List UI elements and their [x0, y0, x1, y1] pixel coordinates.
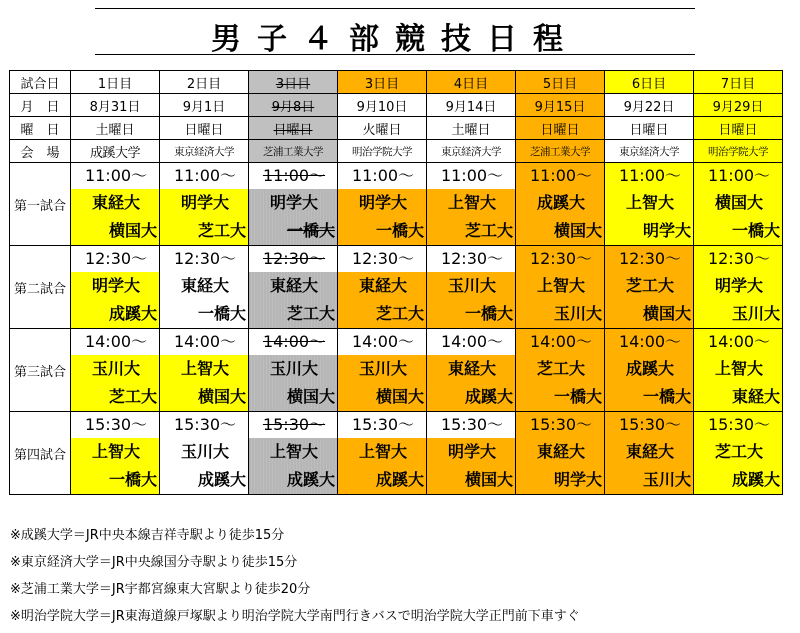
match-time: 14:00～: [249, 329, 337, 355]
date-cell: 9月1日: [160, 94, 249, 117]
day-cell: 5日目: [516, 71, 605, 94]
match-time: 14:00～: [516, 329, 604, 355]
game-label: 第三試合: [10, 329, 71, 412]
match-cell: [516, 163, 605, 246]
team-b: 一橋大: [286, 221, 335, 240]
match-time: 12:30～: [249, 246, 337, 272]
page-title: 男子４部競技日程: [211, 22, 579, 57]
team-a: 東経大: [180, 276, 229, 295]
label-day: 試合日: [10, 71, 71, 94]
game-label: 第一試合: [10, 163, 71, 246]
venue-cell: 明治学院大学: [338, 140, 427, 163]
match-cell: [160, 163, 249, 246]
team-b: 一橋大: [553, 387, 602, 406]
team-b: 玉川大: [731, 304, 780, 323]
label-date: 月 日: [10, 94, 71, 117]
team-b: 成蹊大: [108, 304, 157, 323]
day-cell: 3日目: [338, 71, 427, 94]
match-time: 12:30～: [516, 246, 604, 272]
match-cell: [516, 329, 605, 412]
match-cell: [605, 163, 694, 246]
match-time: 15:30～: [516, 412, 604, 438]
team-b: 成蹊大: [375, 470, 424, 489]
venue-cell: 明治学院大学: [694, 140, 783, 163]
team-b: 成蹊大: [464, 387, 513, 406]
team-a: 成蹊大: [536, 193, 585, 212]
day-cell: 6日目: [605, 71, 694, 94]
team-a: 東経大: [91, 193, 140, 212]
team-b: 一橋大: [731, 221, 780, 240]
match-time: 11:00～: [338, 163, 426, 189]
team-b: 横国大: [197, 387, 246, 406]
weekday-cell: 日曜日: [516, 117, 605, 140]
match-cell: [694, 163, 783, 246]
team-a: 東経大: [625, 442, 674, 461]
weekday-cell: 土曜日: [71, 117, 160, 140]
match-cell: [427, 246, 516, 329]
team-a: 上智大: [269, 442, 318, 461]
team-b: 一橋大: [464, 304, 513, 323]
row-game-4: [10, 412, 783, 495]
team-b: 横国大: [464, 470, 513, 489]
team-a: 横国大: [714, 193, 763, 212]
day-cell: 2日目: [160, 71, 249, 94]
match-time: 11:00～: [694, 163, 782, 189]
day-cell: 4日目: [427, 71, 516, 94]
match-cell: [694, 329, 783, 412]
team-b: 横国大: [553, 221, 602, 240]
match-cell: [427, 412, 516, 495]
match-cell: [71, 246, 160, 329]
match-time: 14:00～: [694, 329, 782, 355]
match-time: 15:30～: [71, 412, 159, 438]
row-game-1: [10, 163, 783, 246]
date-cell: 9月8日: [249, 94, 338, 117]
team-a: 芝工大: [714, 442, 763, 461]
row-game-2: [10, 246, 783, 329]
weekday-cell: 日曜日: [249, 117, 338, 140]
date-cell: 8月31日: [71, 94, 160, 117]
team-b: 成蹊大: [731, 470, 780, 489]
note-line: ※明治学院大学＝JR東海道線戸塚駅より明治学院大学南門行きバスで明治学院大学正門前下車すぐ: [10, 609, 580, 624]
team-a: 明学大: [447, 442, 496, 461]
match-time: 14:00～: [338, 329, 426, 355]
row-venue: [10, 140, 783, 163]
match-cell: [71, 412, 160, 495]
schedule-table: [9, 70, 783, 495]
weekday-cell: 日曜日: [160, 117, 249, 140]
weekday-cell: 火曜日: [338, 117, 427, 140]
match-cell: [160, 412, 249, 495]
team-a: 上智大: [447, 193, 496, 212]
match-time: 15:30～: [249, 412, 337, 438]
team-a: 上智大: [358, 442, 407, 461]
team-a: 上智大: [714, 359, 763, 378]
match-cell: [694, 412, 783, 495]
match-time: 12:30～: [427, 246, 515, 272]
match-cell: [605, 412, 694, 495]
match-cell: [338, 412, 427, 495]
title-block: [95, 8, 695, 56]
team-b: 横国大: [286, 387, 335, 406]
team-a: 明学大: [358, 193, 407, 212]
match-time: 12:30～: [160, 246, 248, 272]
team-a: 玉川大: [358, 359, 407, 378]
match-cell-cancelled: [249, 412, 338, 495]
match-cell: [338, 329, 427, 412]
venue-cell: 成蹊大学: [71, 140, 160, 163]
match-time: 11:00～: [516, 163, 604, 189]
day-cell: 1日目: [71, 71, 160, 94]
weekday-cell: 日曜日: [694, 117, 783, 140]
match-cell: [427, 163, 516, 246]
note-line: ※東京経済大学＝JR中央線国分寺駅より徒歩15分: [10, 555, 298, 570]
match-time: 11:00～: [427, 163, 515, 189]
venue-cell: 芝浦工業大学: [249, 140, 338, 163]
note-line: ※芝浦工業大学＝JR宇都宮線東大宮駅より徒歩20分: [10, 582, 311, 597]
date-cell: 9月14日: [427, 94, 516, 117]
team-b: 一橋大: [375, 221, 424, 240]
match-time: 15:30～: [338, 412, 426, 438]
row-date: [10, 94, 783, 117]
match-cell-cancelled: [249, 163, 338, 246]
title-rule-top: [95, 8, 695, 9]
team-b: 明学大: [553, 470, 602, 489]
team-a: 成蹊大: [625, 359, 674, 378]
team-b: 横国大: [642, 304, 691, 323]
team-a: 玉川大: [269, 359, 318, 378]
team-a: 明学大: [91, 276, 140, 295]
team-a: 芝工大: [625, 276, 674, 295]
team-b: 一橋大: [197, 304, 246, 323]
team-b: 芝工大: [375, 304, 424, 323]
title-rule-bottom: [95, 54, 695, 55]
team-b: 横国大: [375, 387, 424, 406]
team-a: 上智大: [180, 359, 229, 378]
match-cell: [694, 246, 783, 329]
venue-cell: 東京経済大学: [605, 140, 694, 163]
match-time: 11:00～: [160, 163, 248, 189]
team-b: 一橋大: [108, 470, 157, 489]
team-a: 明学大: [269, 193, 318, 212]
date-cell: 9月22日: [605, 94, 694, 117]
team-a: 玉川大: [91, 359, 140, 378]
row-day: [10, 71, 783, 94]
match-time: 11:00～: [605, 163, 693, 189]
match-cell: [160, 246, 249, 329]
team-b: 東経大: [731, 387, 780, 406]
label-venue: 会 場: [10, 140, 71, 163]
team-a: 芝工大: [536, 359, 585, 378]
team-a: 明学大: [180, 193, 229, 212]
team-b: 成蹊大: [197, 470, 246, 489]
venue-notes: [10, 522, 580, 630]
match-cell-cancelled: [249, 246, 338, 329]
weekday-cell: 土曜日: [427, 117, 516, 140]
match-cell: [427, 329, 516, 412]
team-a: 東経大: [269, 276, 318, 295]
match-cell: [605, 329, 694, 412]
team-a: 玉川大: [180, 442, 229, 461]
match-time: 15:30～: [160, 412, 248, 438]
match-time: 15:30～: [694, 412, 782, 438]
team-b: 成蹊大: [286, 470, 335, 489]
date-cell: 9月29日: [694, 94, 783, 117]
team-b: 玉川大: [553, 304, 602, 323]
match-time: 14:00～: [427, 329, 515, 355]
team-a: 上智大: [625, 193, 674, 212]
venue-cell: 芝浦工業大学: [516, 140, 605, 163]
match-cell: [338, 246, 427, 329]
match-time: 14:00～: [71, 329, 159, 355]
match-cell: [71, 163, 160, 246]
team-a: 東経大: [447, 359, 496, 378]
game-label: 第四試合: [10, 412, 71, 495]
venue-cell: 東京経済大学: [427, 140, 516, 163]
game-label: 第二試合: [10, 246, 71, 329]
match-time: 12:30～: [694, 246, 782, 272]
match-time: 11:00～: [71, 163, 159, 189]
match-cell: [605, 246, 694, 329]
match-time: 12:30～: [605, 246, 693, 272]
team-b: 玉川大: [642, 470, 691, 489]
team-b: 芝工大: [197, 221, 246, 240]
date-cell: 9月10日: [338, 94, 427, 117]
match-cell: [338, 163, 427, 246]
team-a: 東経大: [536, 442, 585, 461]
row-game-3: [10, 329, 783, 412]
row-weekday: [10, 117, 783, 140]
match-cell: [71, 329, 160, 412]
match-time: 14:00～: [160, 329, 248, 355]
venue-cell: 東京経済大学: [160, 140, 249, 163]
team-a: 上智大: [536, 276, 585, 295]
team-b: 芝工大: [464, 221, 513, 240]
day-cell: 3日目: [249, 71, 338, 94]
team-b: 一橋大: [642, 387, 691, 406]
team-a: 上智大: [91, 442, 140, 461]
match-cell: [516, 246, 605, 329]
team-a: 玉川大: [447, 276, 496, 295]
team-b: 明学大: [642, 221, 691, 240]
day-cell: 7日目: [694, 71, 783, 94]
team-b: 横国大: [108, 221, 157, 240]
match-cell: [160, 329, 249, 412]
team-a: 明学大: [714, 276, 763, 295]
match-cell-cancelled: [249, 329, 338, 412]
match-time: 12:30～: [71, 246, 159, 272]
team-b: 芝工大: [108, 387, 157, 406]
team-b: 芝工大: [286, 304, 335, 323]
match-time: 15:30～: [605, 412, 693, 438]
weekday-cell: 日曜日: [605, 117, 694, 140]
match-time: 15:30～: [427, 412, 515, 438]
match-time: 12:30～: [338, 246, 426, 272]
match-time: 14:00～: [605, 329, 693, 355]
date-cell: 9月15日: [516, 94, 605, 117]
match-time: 11:00～: [249, 163, 337, 189]
team-a: 東経大: [358, 276, 407, 295]
note-line: ※成蹊大学＝JR中央本線吉祥寺駅より徒歩15分: [10, 528, 285, 543]
match-cell: [516, 412, 605, 495]
label-weekday: 曜 日: [10, 117, 71, 140]
